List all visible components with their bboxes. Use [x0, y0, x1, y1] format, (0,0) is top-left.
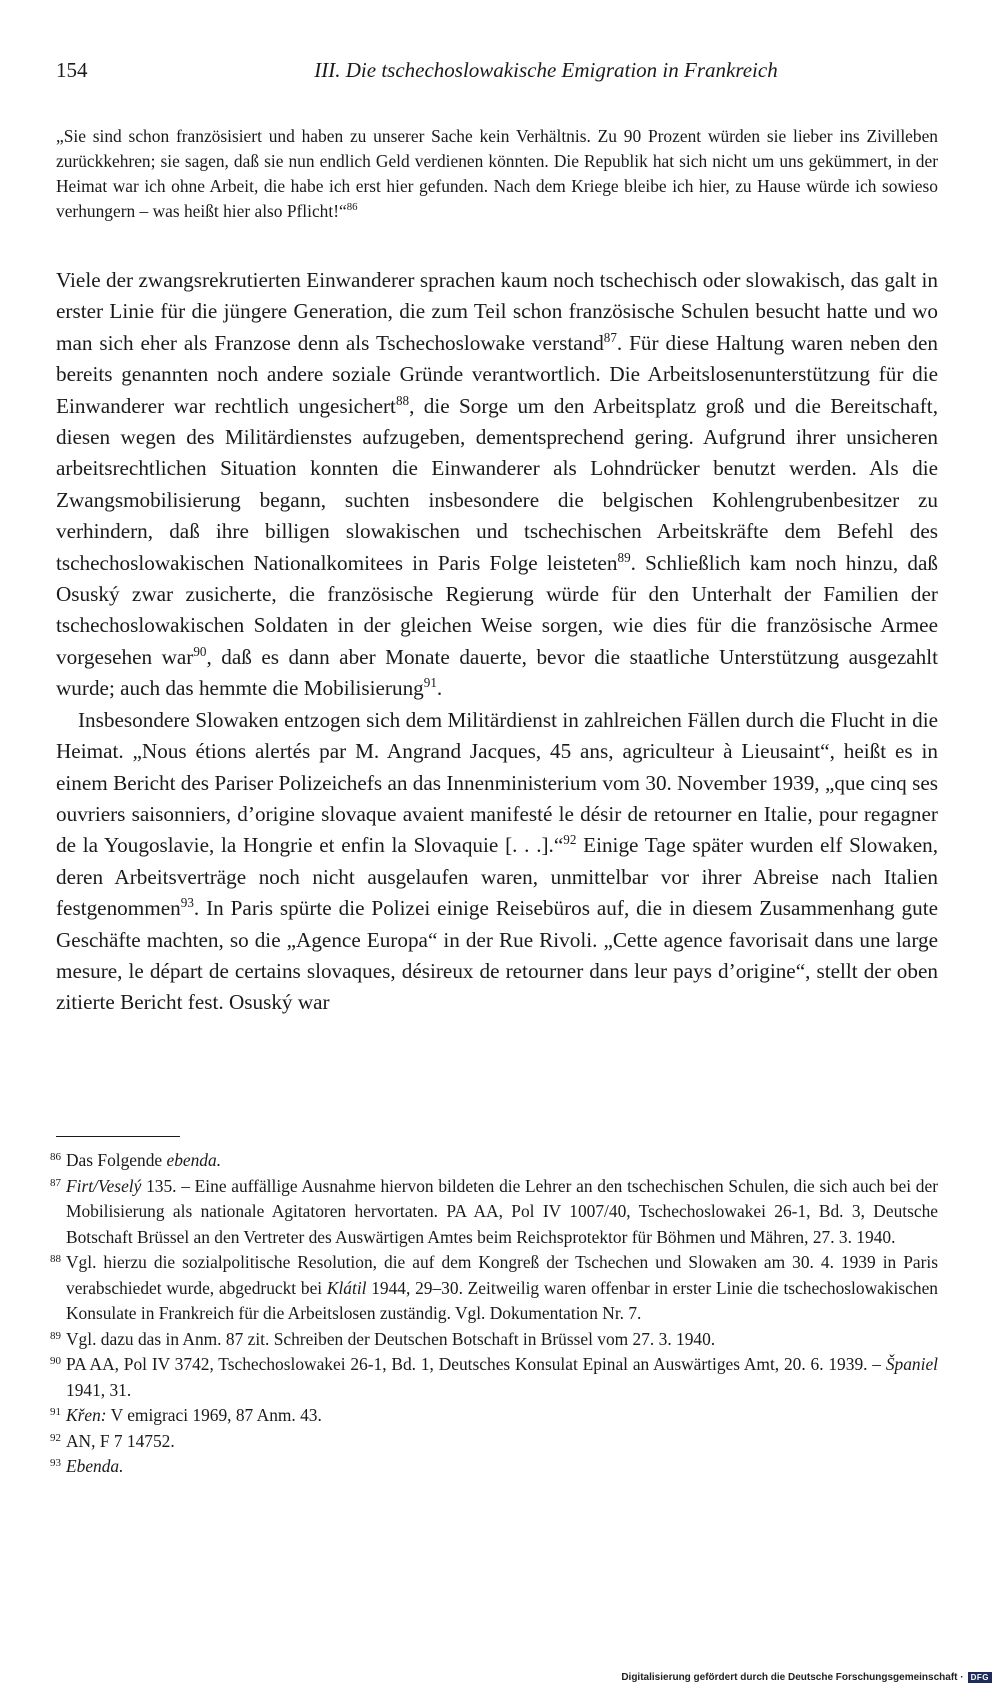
footnote-92	[50, 1429, 938, 1455]
footnote-93	[50, 1454, 938, 1480]
footnote-ref[interactable]: 92	[563, 832, 577, 848]
footnote-number: 92	[50, 1431, 61, 1444]
footnote-88	[50, 1250, 938, 1327]
footnote-text: V emigraci 1969, 87 Anm. 43.	[106, 1405, 322, 1425]
running-title: III. Die tschechoslowakische Emigration in Frankreich	[314, 58, 778, 82]
footnote-number: 86	[50, 1151, 61, 1163]
footnote-text: Das Folgende	[66, 1150, 167, 1170]
paragraph	[56, 705, 938, 1019]
text-run: , daß es dann aber Monate dauerte, bevor die staatliche Unterstützung ausgezahlt wurde; auch das hemmte die Mobilisierung	[56, 644, 939, 701]
footnote-number: 89	[50, 1329, 61, 1342]
text-run: , die Sorge um den Arbeitsplatz groß und die Bereitschaft, diesen wegen des Militärdienstes aufzugeben, dementsprechend gering. Aufgrund ihrer unsicheren arbeitsrechtlichen Situation konnten die Einwanderer als Lohndrücker benutzt werden. Als die Zwangsmobilisierung begann, suchten insbesondere die belgischen Kohlengrubenbesitzer zu verhindern, daß ihre billigen slowakischen und tschechischen Arbeitskräfte dem Befehl des tschechoslowakischen Nationalkomitees in Paris Folge leisteten	[56, 393, 938, 575]
footnote-ref[interactable]: 87	[603, 329, 617, 345]
text-run: . Für diese Haltung waren neben den bereits genannten noch andere soziale Gründe verantwortlich. Die Arbeitslosenunterstützung für die Einwanderer war rechtlich ungesichert	[56, 330, 938, 418]
footnote-text: AN, F 7 14752.	[66, 1430, 175, 1451]
text-run: Insbesondere Slowaken entzogen sich dem Militärdienst in zahlreichen Fällen durch die Flucht in die Heimat. „Nous étions alertés par M. Angrand Jacques, 45 ans, agriculteur à Lieusaint“, heißt es in einem Bericht des Pariser Polizeichefs an das Innenministerium vom 30. November 1939, „que cinq ses ouvriers saisonniers, d’origine slovaque avaient manifesté le désir de retourner en Italie, pour regagner de la Yougoslavie, la Hongrie et enfin la Slovaquie [. . .].“	[56, 707, 938, 858]
footnote-ref[interactable]: 90	[193, 643, 207, 659]
footnote-text: PA AA, Pol IV 3742, Tschechoslowakei 26-1, Bd. 1, Deutsches Konsulat Epinal an Auswärtiges Amt, 20. 6. 1939. –	[66, 1354, 886, 1374]
footnote-91	[50, 1403, 938, 1429]
footnote-ref[interactable]: 88	[395, 392, 410, 408]
footnote-text: 135. – Eine auffällige Ausnahme hiervon bildeten die Lehrer an den tschechischen Schulen, die sich auch bei der Mobilisierung als nationale Agitatoren hervortaten. PA AA, Pol IV 1007/40, Tschechoslowakei 26-1, Bd. 3, Deutsche Botschaft Brüssel an den Vertreter des Auswärtigen Amtes beim Reichsprotektor für Böhmen und Mähren, 27. 3. 1940.	[66, 1175, 938, 1247]
dfg-logo-icon: DFG	[968, 1672, 992, 1683]
footnote-number: 91	[50, 1406, 61, 1418]
footnote-emphasis: Klátil	[326, 1277, 367, 1298]
footnote-ref[interactable]: 93	[180, 895, 194, 911]
body-text	[56, 265, 938, 1019]
footnote-text: Vgl. dazu das in Anm. 87 zit. Schreiben der Deutschen Botschaft in Brüssel vom 27. 3. 1940.	[66, 1328, 716, 1349]
credit-text: Digitalisierung gefördert durch die Deutsche Forschungsgemeinschaft ·	[621, 1672, 964, 1683]
footnote-90	[50, 1352, 938, 1403]
footnote-emphasis: ebenda.	[166, 1150, 222, 1170]
footnote-ref[interactable]: 91	[423, 675, 437, 691]
footnote-emphasis: Španiel	[885, 1354, 938, 1374]
text-run: . In Paris spürte die Polizei einige Reisebüros auf, die in diesem Zusammenhang gute Geschäfte machten, so die „Agence Europa“ in der Rue Rivoli. „Cette agence favorisait dans une large mesure, le départ de certains slovaques, désireux de retourner dans leur pays d’origine“, stellt der oben zitierte Bericht fest. Osuský war	[56, 896, 938, 1015]
text-run: Einige Tage später wurden elf Slowaken, deren Arbeitsverträge noch nicht ausgelaufen waren, unmittelbar vor ihrer Abreise nach Italien festgenommen	[56, 833, 938, 921]
footnotes	[50, 1148, 938, 1480]
footnote-text: 1944, 29–30. Zeitweilig waren offenbar in erster Linie die tschechoslowakischen Konsulate in Frankreich für die Arbeitslosen zuständig. Vgl. Dokumentation Nr. 7.	[66, 1277, 938, 1323]
text-run: .	[436, 676, 443, 701]
footnote-number: 90	[50, 1355, 61, 1367]
footnote-number: 87	[50, 1176, 61, 1189]
quote-text: „Sie sind schon französisiert und haben zu unserer Sache kein Verhältnis. Zu 90 Prozent würden sie lieber ins Zivilleben zurückkehren; sie sagen, daß sie nun endlich Geld verdienen könnten. Die Republik hat sich nicht um uns gekümmert, in der Heimat war ich ohne Arbeit, die habe ich erst hier gefunden. Nach dem Kriege bleibe ich hier, zu Hause würde ich sowieso verhungern – was heißt hier also Pflicht!“	[56, 126, 938, 221]
footnote-emphasis: Křen:	[66, 1405, 107, 1425]
page-header	[56, 58, 938, 90]
text-run: Viele der zwangsrekrutierten Einwanderer sprachen kaum noch tschechisch oder slowakisch, das galt in erster Linie für die jüngere Generation, die zum Teil schon französische Schulen besucht hatte und wo man sich eher als Franzose denn als Tschechoslowake verstand	[56, 268, 938, 355]
footnote-divider	[56, 1136, 180, 1137]
page-number: 154	[56, 58, 88, 82]
footnote-86	[50, 1148, 938, 1174]
paragraph	[56, 265, 938, 705]
footnote-ref[interactable]: 89	[617, 549, 631, 565]
footnote-number: 93	[50, 1457, 61, 1469]
footnote-89	[50, 1327, 938, 1353]
footnote-text: 1941, 31.	[66, 1379, 132, 1400]
footnote-emphasis: Ebenda.	[66, 1456, 124, 1476]
footnote-text: Vgl. hierzu die sozialpolitische Resolution, die auf dem Kongreß der Tschechen und Slowaken am 30. 4. 1939 in Paris verabschiedet wurde, abgedruckt bei	[66, 1252, 938, 1298]
footnote-emphasis: Firt/Veselý	[66, 1175, 142, 1196]
footnote-number: 88	[50, 1253, 61, 1265]
footnote-ref[interactable]: 86	[346, 201, 358, 214]
block-quote	[56, 124, 938, 224]
digitization-credit	[621, 1672, 992, 1683]
footnote-87	[50, 1174, 938, 1251]
text-run: . Schließlich kam noch hinzu, daß Osuský zwar zusicherte, die französische Regierung würde für den Unterhalt der Familien der tschechoslowakischen Soldaten in der gleichen Weise sorgen, wie dies für die französische Armee vorgesehen war	[56, 550, 938, 669]
